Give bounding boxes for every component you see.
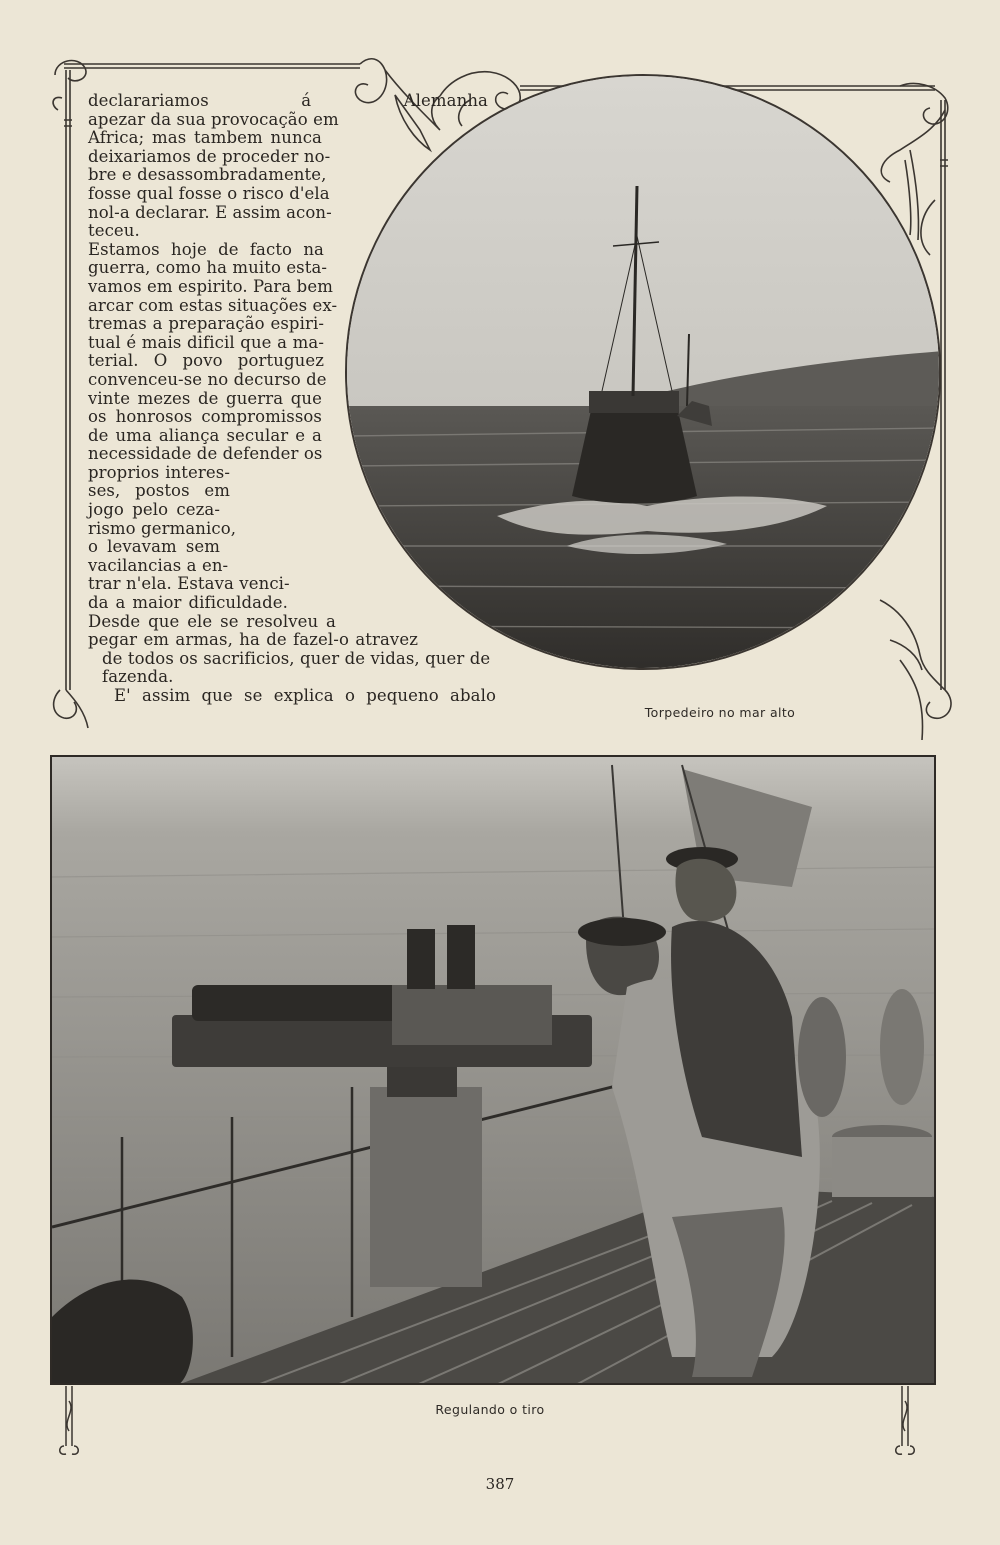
article-line: nol-a declarar. E assim acon- — [88, 202, 332, 222]
article-line: Desde que ele se resolveu a — [88, 611, 336, 631]
article-line: tremas a preparação espiri- — [88, 314, 324, 334]
article-line: convenceu-se no decurso de — [88, 369, 327, 389]
article-line: proprios interes- — [88, 462, 230, 482]
article-line: terial. O povo portuguez — [88, 351, 324, 371]
article-line: guerra, como ha muito esta- — [88, 258, 328, 278]
article-line: apezar da sua provocação em — [88, 109, 339, 129]
sailors-gun-photo — [50, 755, 936, 1385]
article-line: rismo germanico, — [88, 518, 237, 538]
article-line: fazenda. — [102, 667, 174, 687]
article-line: ses, postos em — [88, 481, 230, 501]
caption-torpedo-boat: Torpedeiro no mar alto — [644, 705, 796, 720]
article-line: arcar com estas situações ex- — [88, 295, 338, 315]
article-line: necessidade de defender os — [88, 444, 323, 464]
article-line: pegar em armas, ha de fazel-o atravez — [88, 630, 418, 650]
article-line: vamos em espirito. Para bem — [88, 276, 333, 296]
article-line: declarariamos á Alemanha — [88, 91, 488, 110]
article-line: de uma aliança secular e a — [88, 425, 322, 445]
article-line: trar n'ela. Estava venci- — [88, 574, 290, 594]
article-line: Africa; mas tambem nunca — [88, 128, 322, 148]
article-line: o levavam sem — [88, 537, 220, 557]
article-line: da a maior dificuldade. — [88, 593, 288, 613]
article-line: Estamos hoje de facto na — [88, 239, 324, 259]
torpedo-boat-photo — [345, 74, 941, 670]
article-line: deixariamos de proceder no- — [88, 146, 331, 166]
ornament-right — [880, 1386, 920, 1456]
article-line: bre e desassombradamente, — [88, 165, 327, 185]
article-line: vacilancias a en- — [88, 555, 229, 575]
article-line: teceu. — [88, 221, 140, 241]
article-line: tual é mais dificil que a ma- — [88, 332, 324, 352]
article-line: jogo pelo ceza- — [88, 500, 220, 520]
article-line: fosse qual fosse o risco d'ela — [88, 183, 330, 203]
caption-sailors-gun: Regulando o tiro — [435, 1402, 545, 1417]
article-line: de todos os sacrificios, quer de vidas, quer de — [102, 648, 491, 668]
page-number: 387 — [485, 1475, 515, 1493]
article-line: os honrosos compromissos — [88, 407, 322, 427]
ornament-left — [56, 1386, 96, 1456]
article-line: E' assim que se explica o pequeno abalo — [114, 686, 496, 705]
article-line: vinte mezes de guerra que — [88, 388, 322, 408]
